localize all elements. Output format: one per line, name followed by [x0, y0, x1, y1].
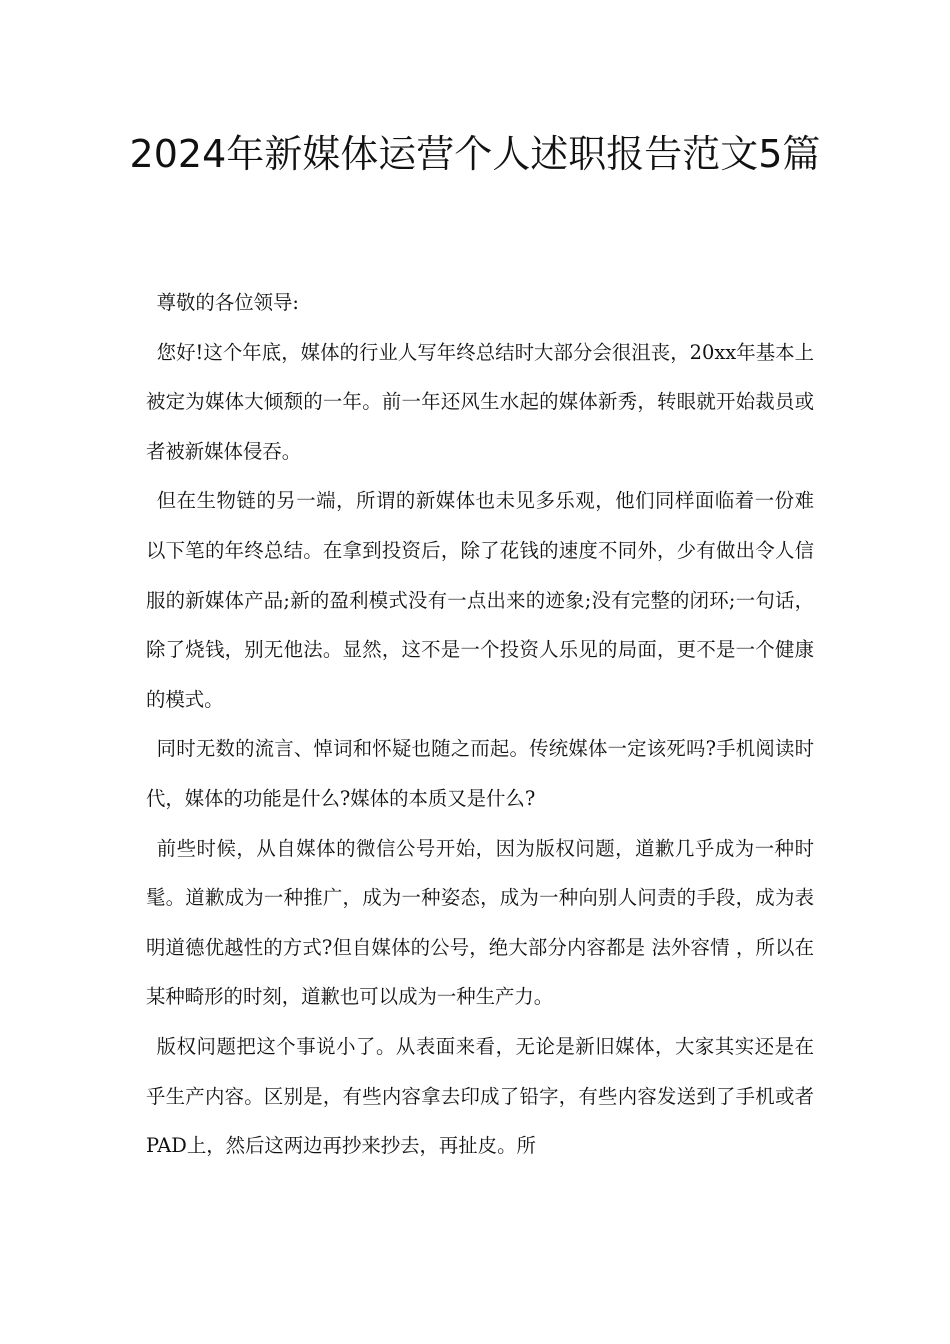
paragraph: 版权问题把这个事说小了。从表面来看，无论是新旧媒体，大家其实还是在乎生产内容。区别是，有些内容拿去印成了铅字，有些内容发送到了手机或者PAD上，然后这两边再抄来抄去，再扯皮。所: [146, 1034, 814, 1158]
paragraph: 前些时候，从自媒体的微信公号开始，因为版权问题，道歉几乎成为一种时髦。道歉成为一种推广，成为一种姿态，成为一种向别人问责的手段，成为表明道德优越性的方式?但自媒体的公号，绝大部分内容都是 法外容情 ，所以在某种畸形的时刻，道歉也可以成为一种生产力。: [146, 836, 814, 1009]
paragraph-salutation: 尊敬的各位领导:: [156, 291, 299, 314]
paragraph: 同时无数的流言、悼词和怀疑也随之而起。传统媒体一定该死吗?手机阅读时代，媒体的功能是什么?媒体的本质又是什么?: [146, 737, 814, 810]
paragraph: 您好!这个年底，媒体的行业人写年终总结时大部分会很沮丧，20xx年基本上被定为媒体大倾颓的一年。前一年还风生水起的媒体新秀，转眼就开始裁员或者被新媒体侵吞。: [146, 340, 814, 463]
document-body: [146, 278, 814, 1171]
document-title: 2024年新媒体运营个人述职报告范文5篇: [129, 132, 821, 176]
paragraph: 但在生物链的另一端，所谓的新媒体也未见多乐观，他们同样面临着一份难以下笔的年终总结。在拿到投资后，除了花钱的速度不同外，少有做出令人信服的新媒体产品;新的盈利模式没有一点出来的迹象;没有完整的闭环;一句话，除了烧钱，别无他法。显然，这不是一个投资人乐见的局面，更不是一个健康的模式。: [146, 489, 814, 711]
